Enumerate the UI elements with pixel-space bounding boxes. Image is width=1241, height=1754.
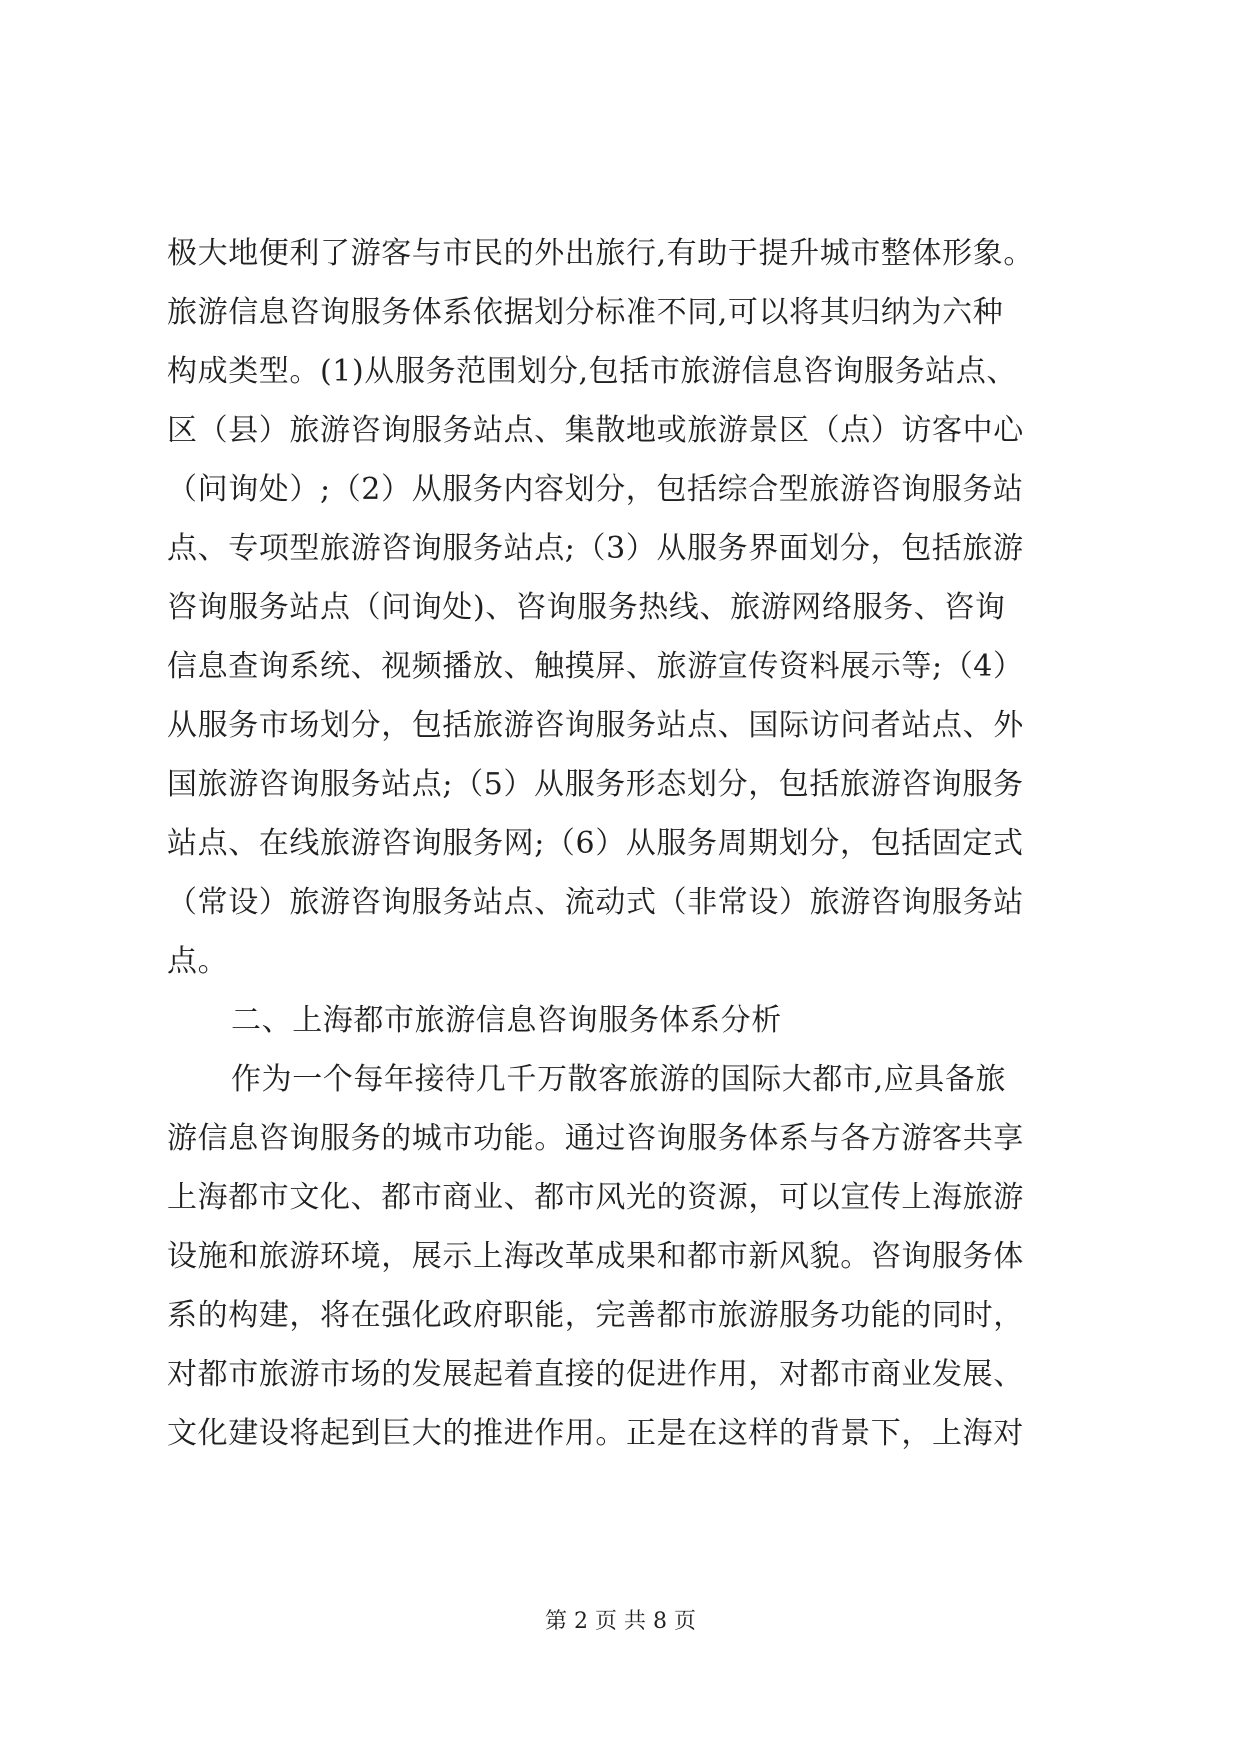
text-line: 站点、在线旅游咨询服务网;（6）从服务周期划分，包括固定式 (167, 826, 1024, 861)
text-line: 对都市旅游市场的发展起着直接的促进作用，对都市商业发展、 (167, 1357, 1024, 1392)
text-line: 极大地便利了游客与市民的外出旅行,有助于提升城市整体形象。 (167, 236, 1034, 271)
text-line: 区（县）旅游咨询服务站点、集散地或旅游景区（点）访客中心 (167, 413, 1024, 448)
text-line: （问询处）;（2）从服务内容划分，包括综合型旅游咨询服务站 (167, 472, 1024, 507)
text-line: 上海都市文化、都市商业、都市风光的资源，可以宣传上海旅游 (167, 1180, 1024, 1215)
text-line: 点、专项型旅游咨询服务站点;（3）从服务界面划分，包括旅游 (167, 531, 1024, 566)
text-line: 文化建设将起到巨大的推进作用。正是在这样的背景下，上海对 (167, 1416, 1024, 1451)
text-line: 咨询服务站点（问询处)、咨询服务热线、旅游网络服务、咨询 (167, 590, 1006, 625)
body-text (167, 224, 1097, 1463)
page-footer (0, 1607, 1241, 1637)
text-line: 国旅游咨询服务站点;（5）从服务形态划分，包括旅游咨询服务 (167, 767, 1024, 802)
text-line: 信息查询系统、视频播放、触摸屏、旅游宣传资料展示等;（4） (167, 649, 1024, 684)
text-line: 旅游信息咨询服务体系依据划分标准不同,可以将其归纳为六种 (167, 295, 1004, 330)
text-line: （常设）旅游咨询服务站点、流动式（非常设）旅游咨询服务站 (167, 885, 1024, 920)
text-line: 系的构建，将在强化政府职能，完善都市旅游服务功能的同时， (167, 1298, 1024, 1333)
text-line: 设施和旅游环境，展示上海改革成果和都市新风貌。咨询服务体 (167, 1239, 1024, 1274)
page-number: 第 2 页 共 8 页 (545, 1609, 696, 1634)
text-line: 点。 (167, 944, 229, 979)
text-line: 构成类型。(1)从服务范围划分,包括市旅游信息咨询服务站点、 (167, 354, 1018, 389)
text-line: 作为一个每年接待几千万散客旅游的国际大都市,应具备旅 (231, 1062, 1007, 1097)
text-line: 游信息咨询服务的城市功能。通过咨询服务体系与各方游客共享 (167, 1121, 1024, 1156)
text-line: 从服务市场划分，包括旅游咨询服务站点、国际访问者站点、外 (167, 708, 1024, 743)
section-heading: 二、上海都市旅游信息咨询服务体系分析 (231, 1003, 782, 1038)
